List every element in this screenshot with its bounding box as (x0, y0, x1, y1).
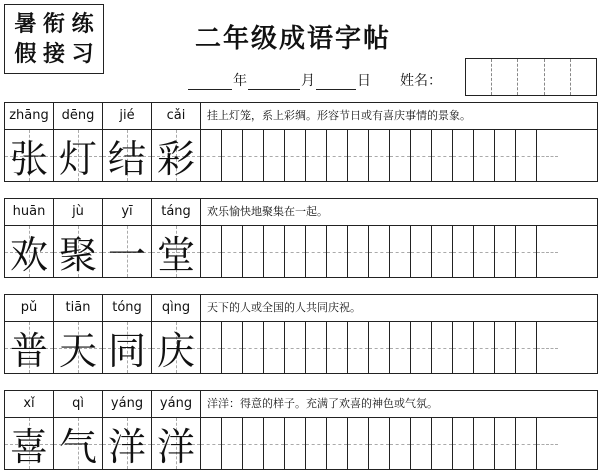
practice-cell[interactable] (537, 226, 558, 277)
model-char: 聚 (58, 233, 97, 277)
practice-cell[interactable] (285, 226, 306, 277)
page-title: 二年级成语字帖 (195, 24, 392, 54)
day-label: 日 (357, 73, 371, 89)
idiom-meaning: 天下的人或全国的人共同庆祝。 (207, 301, 361, 314)
practice-cell[interactable] (495, 418, 516, 469)
practice-cell[interactable] (432, 418, 453, 469)
practice-cell[interactable] (390, 418, 411, 469)
practice-cell[interactable] (306, 322, 327, 373)
model-char-cell (103, 418, 152, 469)
practice-cell[interactable] (327, 226, 348, 277)
practice-cell[interactable] (327, 418, 348, 469)
writing-grid (4, 322, 598, 374)
practice-cell[interactable] (264, 418, 285, 469)
practice-cell[interactable] (264, 226, 285, 277)
practice-cell[interactable] (432, 226, 453, 277)
model-char-cell (5, 418, 54, 469)
practice-cell[interactable] (348, 322, 369, 373)
model-char-cell (5, 130, 54, 181)
practice-cell[interactable] (516, 322, 537, 373)
name-label: 姓名： (400, 73, 442, 89)
pinyin-syllable: cǎi (152, 103, 201, 129)
practice-cell[interactable] (474, 418, 495, 469)
practice-cell[interactable] (516, 226, 537, 277)
month-label: 月 (301, 73, 315, 89)
pinyin-syllable: yáng (152, 391, 201, 417)
stamp-char: 衔 (42, 11, 65, 37)
practice-cell[interactable] (411, 322, 432, 373)
practice-cell[interactable] (285, 130, 306, 181)
practice-cell[interactable] (243, 226, 264, 277)
stamp-char: 暑 (14, 11, 37, 37)
practice-cell[interactable] (453, 418, 474, 469)
year-blank[interactable] (188, 73, 232, 90)
month-blank[interactable] (248, 73, 300, 90)
practice-cell[interactable] (264, 322, 285, 373)
practice-cell[interactable] (495, 130, 516, 181)
practice-cell[interactable] (411, 130, 432, 181)
practice-cell[interactable] (306, 226, 327, 277)
model-char-cell (103, 226, 152, 277)
model-char: 洋 (156, 425, 195, 469)
practice-cell[interactable] (306, 418, 327, 469)
model-char-cell (152, 322, 201, 373)
model-char: 灯 (58, 137, 97, 181)
pinyin-syllable: huān (5, 199, 54, 225)
practice-cell[interactable] (369, 322, 390, 373)
model-char-cell (103, 130, 152, 181)
pinyin-syllable: pǔ (5, 295, 54, 321)
practice-cell[interactable] (495, 226, 516, 277)
practice-cell[interactable] (474, 130, 495, 181)
model-char: 张 (9, 137, 48, 181)
model-char: 结 (107, 137, 146, 181)
model-char: 彩 (156, 137, 195, 181)
model-char-cell (5, 322, 54, 373)
practice-cell[interactable] (201, 226, 222, 277)
practice-cell[interactable] (537, 130, 558, 181)
practice-cell[interactable] (327, 130, 348, 181)
pinyin-syllable: yī (103, 199, 152, 225)
idiom-meaning: 洋洋：得意的样子。充满了欢喜的神色或气氛。 (207, 397, 438, 410)
pinyin-syllable: qì (54, 391, 103, 417)
day-blank[interactable] (316, 73, 356, 90)
pinyin-bar (4, 294, 598, 322)
model-char-cell (152, 226, 201, 277)
practice-cell[interactable] (453, 322, 474, 373)
pinyin-bar (4, 102, 598, 130)
pinyin-syllable: jù (54, 199, 103, 225)
model-char-cell (54, 322, 103, 373)
practice-cell[interactable] (222, 226, 243, 277)
practice-cell[interactable] (369, 130, 390, 181)
model-char-cell (152, 418, 201, 469)
pinyin-syllable: tóng (103, 295, 152, 321)
practice-cell[interactable] (243, 322, 264, 373)
date-line (188, 68, 448, 90)
practice-cell[interactable] (453, 130, 474, 181)
practice-cell[interactable] (453, 226, 474, 277)
pinyin-syllable: jié (103, 103, 152, 129)
practice-cell[interactable] (222, 130, 243, 181)
model-char-cell (54, 130, 103, 181)
pinyin-syllable: tiān (54, 295, 103, 321)
practice-cell[interactable] (474, 226, 495, 277)
practice-cell[interactable] (432, 322, 453, 373)
pinyin-syllable: dēng (54, 103, 103, 129)
practice-cell[interactable] (243, 418, 264, 469)
practice-cell[interactable] (306, 130, 327, 181)
summer-practice-stamp (4, 4, 104, 74)
stamp-char: 接 (42, 41, 65, 67)
practice-cell[interactable] (537, 322, 558, 373)
pinyin-syllable: zhāng (5, 103, 54, 129)
practice-cell[interactable] (222, 418, 243, 469)
model-char-cell (103, 322, 152, 373)
model-char: 天 (58, 329, 97, 373)
pinyin-syllable: qìng (152, 295, 201, 321)
idiom-row (4, 102, 598, 182)
stamp-char: 假 (14, 41, 37, 67)
idiom-row (4, 198, 598, 278)
idiom-row (4, 390, 598, 470)
practice-cell[interactable] (390, 322, 411, 373)
model-char-cell (54, 418, 103, 469)
practice-cell[interactable] (201, 322, 222, 373)
practice-cell[interactable] (264, 130, 285, 181)
practice-cell[interactable] (537, 418, 558, 469)
name-boxes[interactable] (465, 58, 597, 96)
idiom-row (4, 294, 598, 374)
stamp-char: 习 (71, 41, 94, 67)
writing-grid (4, 418, 598, 470)
model-char: 气 (58, 425, 97, 469)
practice-cell[interactable] (222, 322, 243, 373)
model-char: 普 (9, 329, 48, 373)
practice-cell[interactable] (348, 130, 369, 181)
model-char-cell (5, 226, 54, 277)
practice-cell[interactable] (201, 130, 222, 181)
pinyin-syllable: xǐ (5, 391, 54, 417)
model-char: 同 (107, 329, 146, 373)
practice-cell[interactable] (369, 226, 390, 277)
pinyin-syllable: táng (152, 199, 201, 225)
pinyin-syllable: yáng (103, 391, 152, 417)
practice-cell[interactable] (348, 418, 369, 469)
practice-cell[interactable] (390, 130, 411, 181)
practice-cell[interactable] (243, 130, 264, 181)
practice-cell[interactable] (411, 226, 432, 277)
practice-cell[interactable] (411, 418, 432, 469)
idiom-meaning: 欢乐愉快地聚集在一起。 (207, 205, 328, 218)
model-char: 堂 (156, 233, 195, 277)
pinyin-bar (4, 390, 598, 418)
practice-cell[interactable] (285, 322, 306, 373)
model-char-cell (152, 130, 201, 181)
stamp-char: 练 (71, 11, 94, 37)
practice-cell[interactable] (516, 418, 537, 469)
model-char: 洋 (107, 425, 146, 469)
practice-cell[interactable] (432, 130, 453, 181)
idiom-meaning: 挂上灯笼，系上彩绸。形容节日或有喜庆事情的景象。 (207, 109, 471, 122)
year-label: 年 (233, 73, 247, 89)
practice-cell[interactable] (327, 322, 348, 373)
practice-cell[interactable] (285, 418, 306, 469)
practice-cell[interactable] (369, 418, 390, 469)
model-char: 喜 (9, 425, 48, 469)
model-char: 一 (107, 233, 146, 277)
practice-cell[interactable] (348, 226, 369, 277)
writing-grid (4, 130, 598, 182)
practice-cell[interactable] (495, 322, 516, 373)
practice-cell[interactable] (474, 322, 495, 373)
model-char-cell (54, 226, 103, 277)
model-char: 庆 (156, 329, 195, 373)
pinyin-bar (4, 198, 598, 226)
practice-cell[interactable] (201, 418, 222, 469)
practice-cell[interactable] (390, 226, 411, 277)
writing-grid (4, 226, 598, 278)
model-char: 欢 (9, 233, 48, 277)
practice-cell[interactable] (516, 130, 537, 181)
